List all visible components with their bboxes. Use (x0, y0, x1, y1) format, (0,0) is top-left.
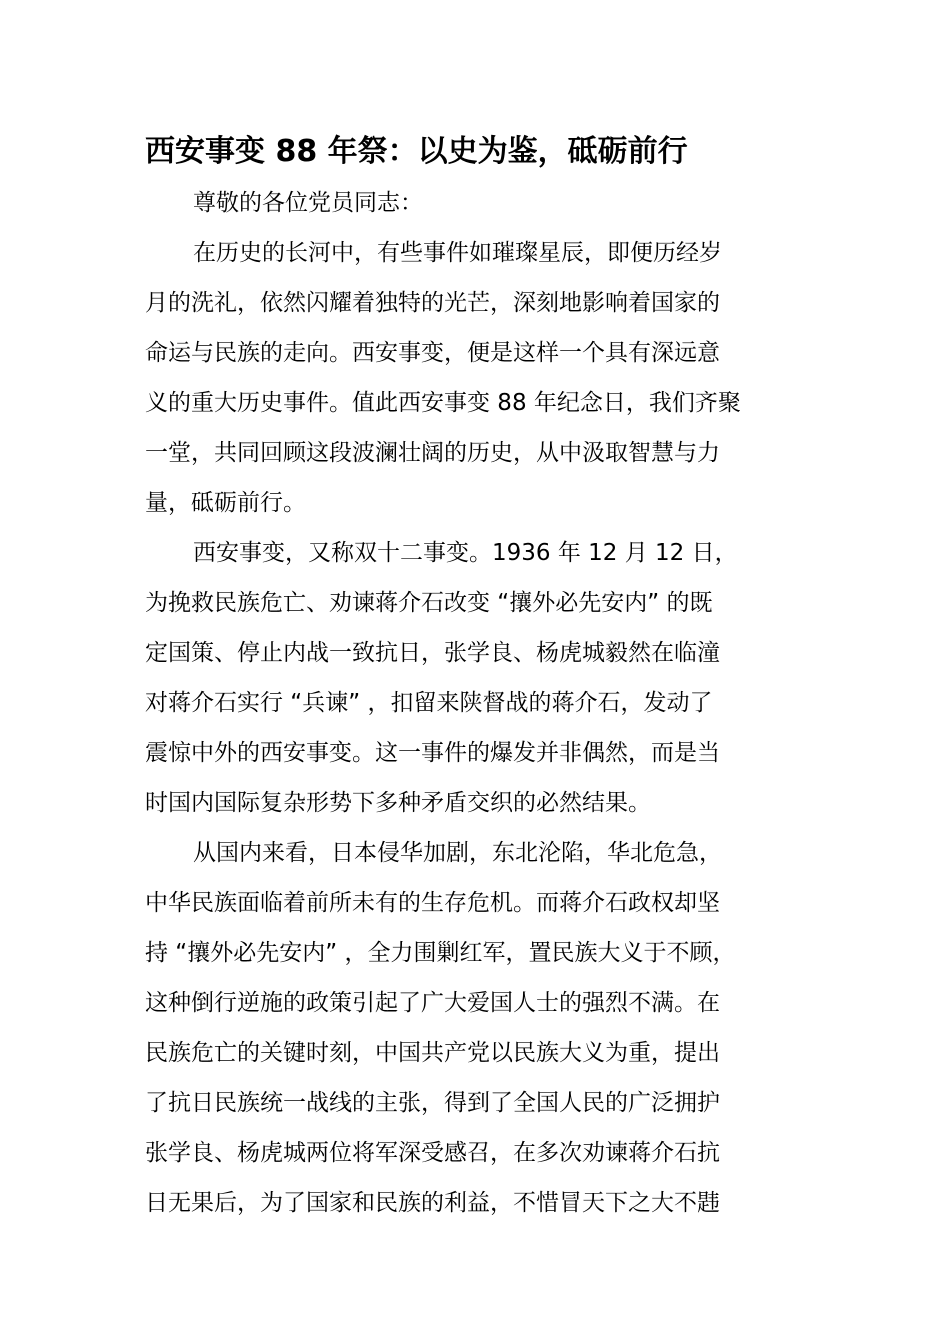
text-line: 一堂，共同回顾这段波澜壮阔的历史，从中汲取智慧与力 (145, 440, 720, 466)
text-line: 为挽救民族危亡、劝谏蒋介石改变 “攘外必先安内” 的既 (145, 590, 713, 616)
text-line: 量，砥砺前行。 (145, 490, 306, 516)
text-line: 月的洗礼，依然闪耀着独特的光芒，深刻地影响着国家的 (145, 290, 720, 316)
text-line: 这种倒行逆施的政策引起了广大爱国人士的强烈不满。在 (145, 990, 720, 1016)
salutation: 尊敬的各位党员同志： (193, 190, 423, 216)
text-line: 命运与民族的走向。西安事变，便是这样一个具有深远意 (145, 340, 720, 366)
text-line: 民族危亡的关键时刻，中国共产党以民族大义为重，提出 (145, 1040, 720, 1066)
text-line: 在历史的长河中，有些事件如璀璨星辰，即便历经岁 (193, 240, 722, 266)
text-line: 了抗日民族统一战线的主张，得到了全国人民的广泛拥护 (145, 1090, 720, 1116)
text-line: 西安事变，又称双十二事变。1936 年 12 月 12 日， (193, 540, 738, 566)
text-line: 中华民族面临着前所未有的生存危机。而蒋介石政权却坚 (145, 890, 720, 916)
text-line: 时国内国际复杂形势下多种矛盾交织的必然结果。 (145, 790, 651, 816)
text-line: 持 “攘外必先安内” ，全力围剿红军，置民族大义于不顾， (145, 940, 736, 966)
document-title: 西安事变 88 年祭：以史为鉴，砥砺前行 (145, 134, 688, 169)
text-line: 定国策、停止内战一致抗日，张学良、杨虎城毅然在临潼 (145, 640, 720, 666)
text-line: 从国内来看，日本侵华加剧，东北沦陷，华北危急， (193, 840, 722, 866)
paragraph-1 (145, 228, 815, 528)
text-line: 义的重大历史事件。值此西安事变 88 年纪念日，我们齐聚 (145, 390, 741, 416)
text-line: 张学良、杨虎城两位将军深受感召，在多次劝谏蒋介石抗 (145, 1140, 720, 1166)
document-page (145, 130, 815, 1228)
text-line: 日无果后，为了国家和民族的利益，不惜冒天下之大不韪 (145, 1190, 720, 1216)
paragraph-2 (145, 528, 815, 828)
text-line: 对蒋介石实行 “兵谏” ，扣留来陕督战的蒋介石，发动了 (145, 690, 713, 716)
text-line: 震惊中外的西安事变。这一事件的爆发并非偶然，而是当 (145, 740, 720, 766)
paragraph-3 (145, 828, 815, 1228)
